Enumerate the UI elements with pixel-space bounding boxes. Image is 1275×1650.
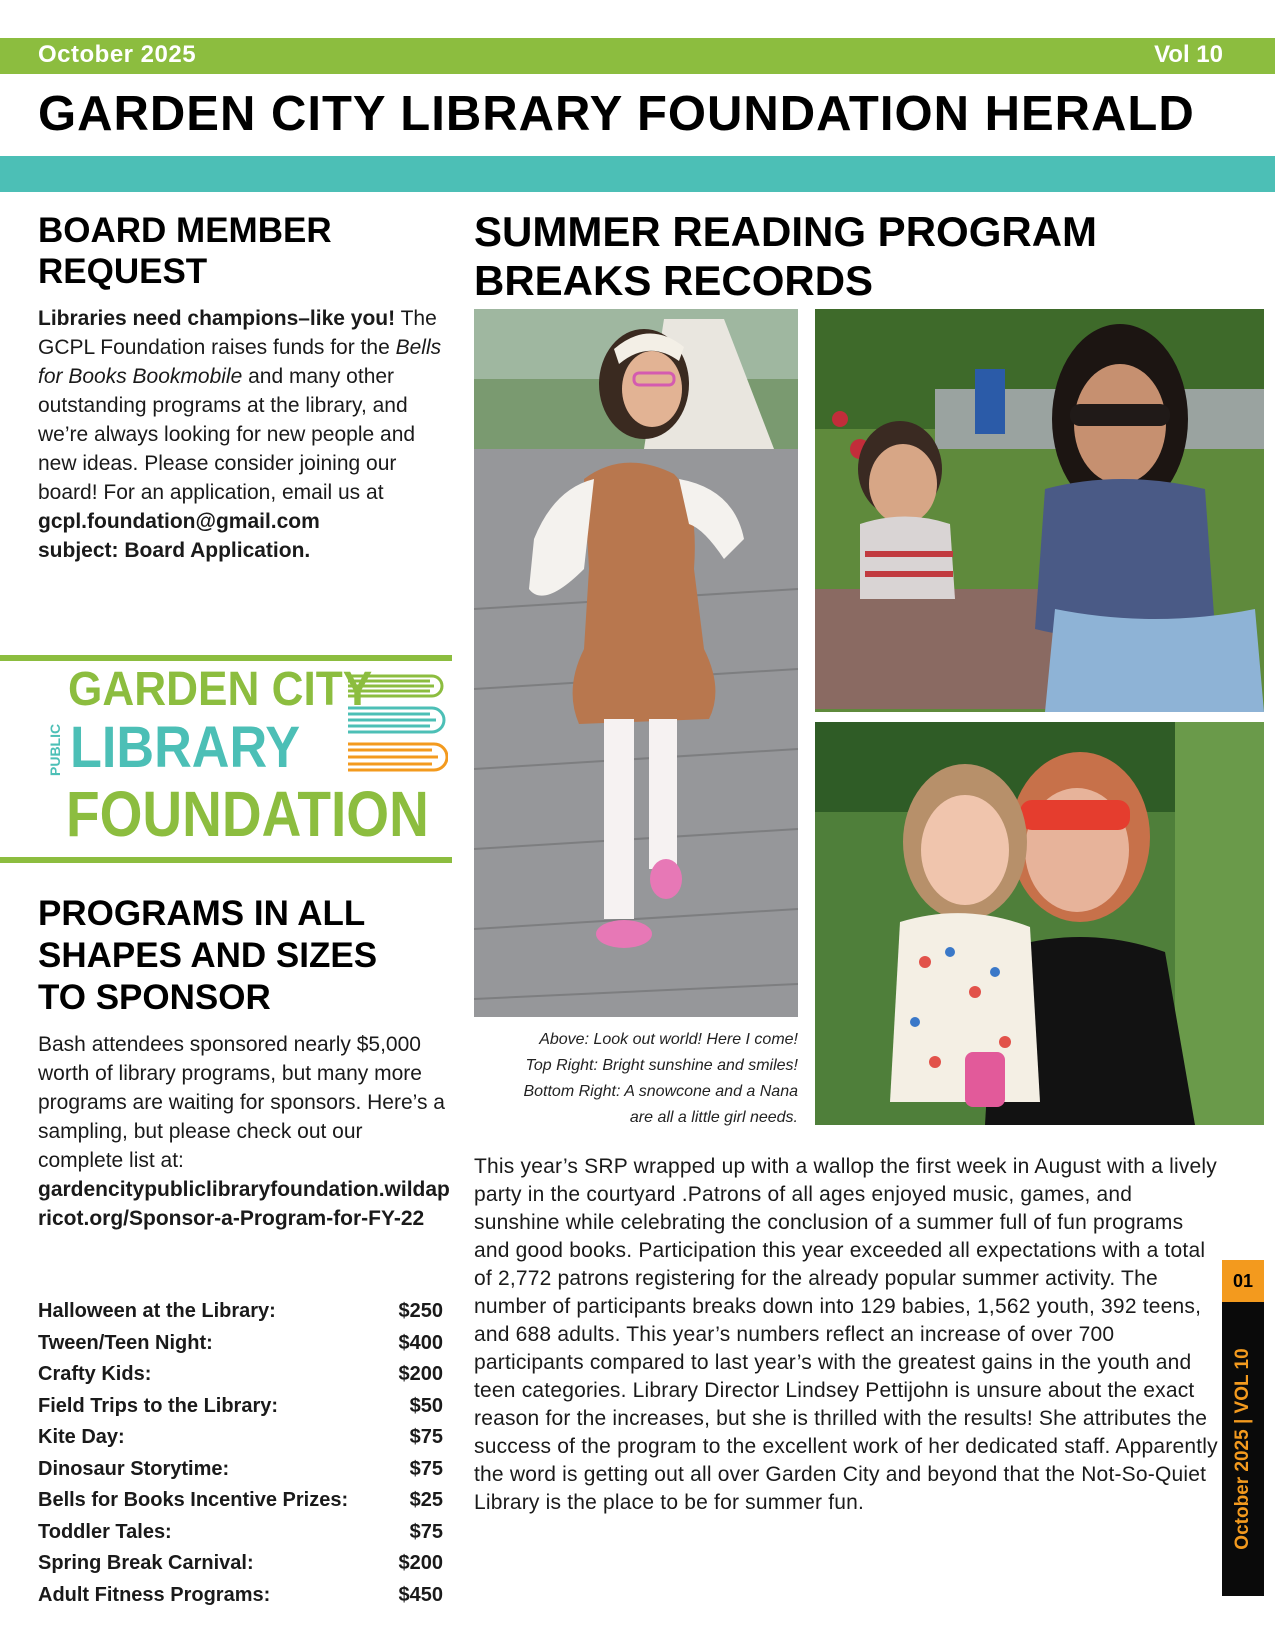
srp-heading [474, 207, 1234, 305]
program-price: $25 [409, 1489, 443, 1511]
page-side-tab [1222, 1302, 1264, 1596]
programs-heading-line3: TO SPONSOR [38, 978, 271, 1017]
issue-volume: Vol 10 [1154, 41, 1223, 68]
board-lead: Libraries need champions–like you! [38, 307, 396, 330]
issue-date: October 2025 [38, 41, 197, 68]
sponsor-price-list [38, 1296, 443, 1611]
program-name: Bells for Books Incentive Prizes: [38, 1489, 349, 1511]
program-price: $75 [409, 1520, 443, 1543]
board-heading-line1: BOARD MEMBER [38, 211, 332, 250]
books-stack-icon [344, 670, 448, 778]
price-row [38, 1328, 443, 1360]
logo-library: LIBRARY [70, 715, 301, 780]
logo-foundation: FOUNDATION [66, 778, 429, 850]
page-number: 01 [1222, 1260, 1264, 1302]
program-name: Field Trips to the Library: [38, 1394, 279, 1417]
program-price: $250 [398, 1300, 443, 1322]
programs-paragraph [38, 1030, 453, 1233]
board-paragraph [38, 304, 450, 565]
program-price: $200 [398, 1363, 443, 1385]
email-subject: subject: Board Application. [38, 539, 311, 562]
program-price: $75 [409, 1457, 443, 1480]
photo-girl-and-nana [815, 722, 1264, 1125]
price-row [38, 1454, 443, 1486]
program-name: Tween/Teen Night: [38, 1331, 213, 1354]
price-row [38, 1548, 443, 1580]
price-row [38, 1580, 443, 1612]
program-name: Adult Fitness Programs: [38, 1583, 271, 1606]
photo-boy-and-woman [815, 309, 1264, 712]
price-row [38, 1517, 443, 1549]
logo-top-rule [0, 655, 452, 661]
programs-heading-line1: PROGRAMS IN ALL [38, 894, 366, 933]
programs-text: Bash attendees sponsored nearly $5,000 worth of library programs, but many more programs are waiting for sponsors. Here’s a sampling, but please check out our complete list at: [38, 1033, 445, 1172]
header-divider-band [0, 156, 1275, 192]
caption-line: Bottom Right: A snowcone and a Nana [523, 1083, 798, 1100]
program-name: Spring Break Carnival: [38, 1552, 254, 1574]
price-row [38, 1391, 443, 1423]
price-row [38, 1359, 443, 1391]
sponsor-url[interactable]: gardencitypubliclibraryfoundation.wildapricot.org/Sponsor-a-Program-for-FY-22 [38, 1178, 450, 1230]
program-price: $450 [398, 1583, 443, 1606]
program-price: $50 [409, 1394, 443, 1417]
logo-bottom-rule [0, 857, 452, 863]
srp-article-body: This year’s SRP wrapped up with a wallop the first week in August with a lively party in the courtyard .Patrons of all ages enjoyed music, games, and sunshine while celebrating the conclusion of a summer full of fun programs and good books. Participation this year exceeded all expectations with a total of 2,772 patrons registering for the already popular summer activity. The number of participants breaks down into 129 babies, 1,562 youth, 392 teens, and 688 adults. This year’s numbers reflect an increase of over 700 participants compared to last year’s with the greatest gains in the youth and teen categories. Library Director Lindsey Pettijohn is unsure about the exact reason for the increases, but she is thrilled with the results! She attributes the success of the program to the excellent work of her dedicated staff. Apparently the word is getting out all over Garden City and beyond that the Not-So-Quiet Library is the place to be for summer fun. [474, 1155, 1218, 1514]
program-name: Halloween at the Library: [38, 1300, 276, 1322]
program-price: $400 [398, 1331, 443, 1354]
masthead-title: GARDEN CITY LIBRARY FOUNDATION HERALD [38, 87, 1195, 141]
photo-captions [474, 1027, 798, 1131]
foundation-email[interactable]: gcpl.foundation@gmail.com [38, 510, 320, 533]
price-row [38, 1422, 443, 1454]
logo-public: PUBLIC [47, 723, 63, 776]
bookmobile-name: Bells for Books Bookmobile [38, 336, 442, 388]
board-text-2: and many other outstanding programs at the library, and we’re always looking for new people and new ideas. Please consider joining our board! For an application, email us at [38, 365, 416, 504]
program-name: Toddler Tales: [38, 1520, 172, 1543]
caption-line: Top Right: Bright sunshine and smiles! [525, 1057, 798, 1074]
side-tab-label: October 2025 | VOL 10 [1232, 1348, 1253, 1550]
program-price: $200 [398, 1552, 443, 1574]
caption-line: Above: Look out world! Here I come! [539, 1031, 798, 1048]
programs-heading [38, 893, 458, 1019]
photo-girl-walking [474, 309, 798, 1017]
program-name: Dinosaur Storytime: [38, 1457, 230, 1480]
program-price: $75 [409, 1426, 443, 1448]
program-name: Kite Day: [38, 1426, 125, 1448]
srp-heading-line2: BREAKS RECORDS [474, 257, 874, 304]
board-heading [38, 210, 448, 292]
program-name: Crafty Kids: [38, 1363, 152, 1385]
price-row [38, 1485, 443, 1517]
board-text-1: The GCPL Foundation raises funds for the [38, 307, 437, 359]
caption-line: are all a little girl needs. [629, 1109, 798, 1126]
programs-heading-line2: SHAPES AND SIZES [38, 936, 378, 975]
board-heading-line2: REQUEST [38, 252, 208, 291]
price-row [38, 1296, 443, 1328]
srp-heading-line1: SUMMER READING PROGRAM [474, 208, 1098, 255]
logo-garden-city: GARDEN CITY [68, 663, 373, 716]
